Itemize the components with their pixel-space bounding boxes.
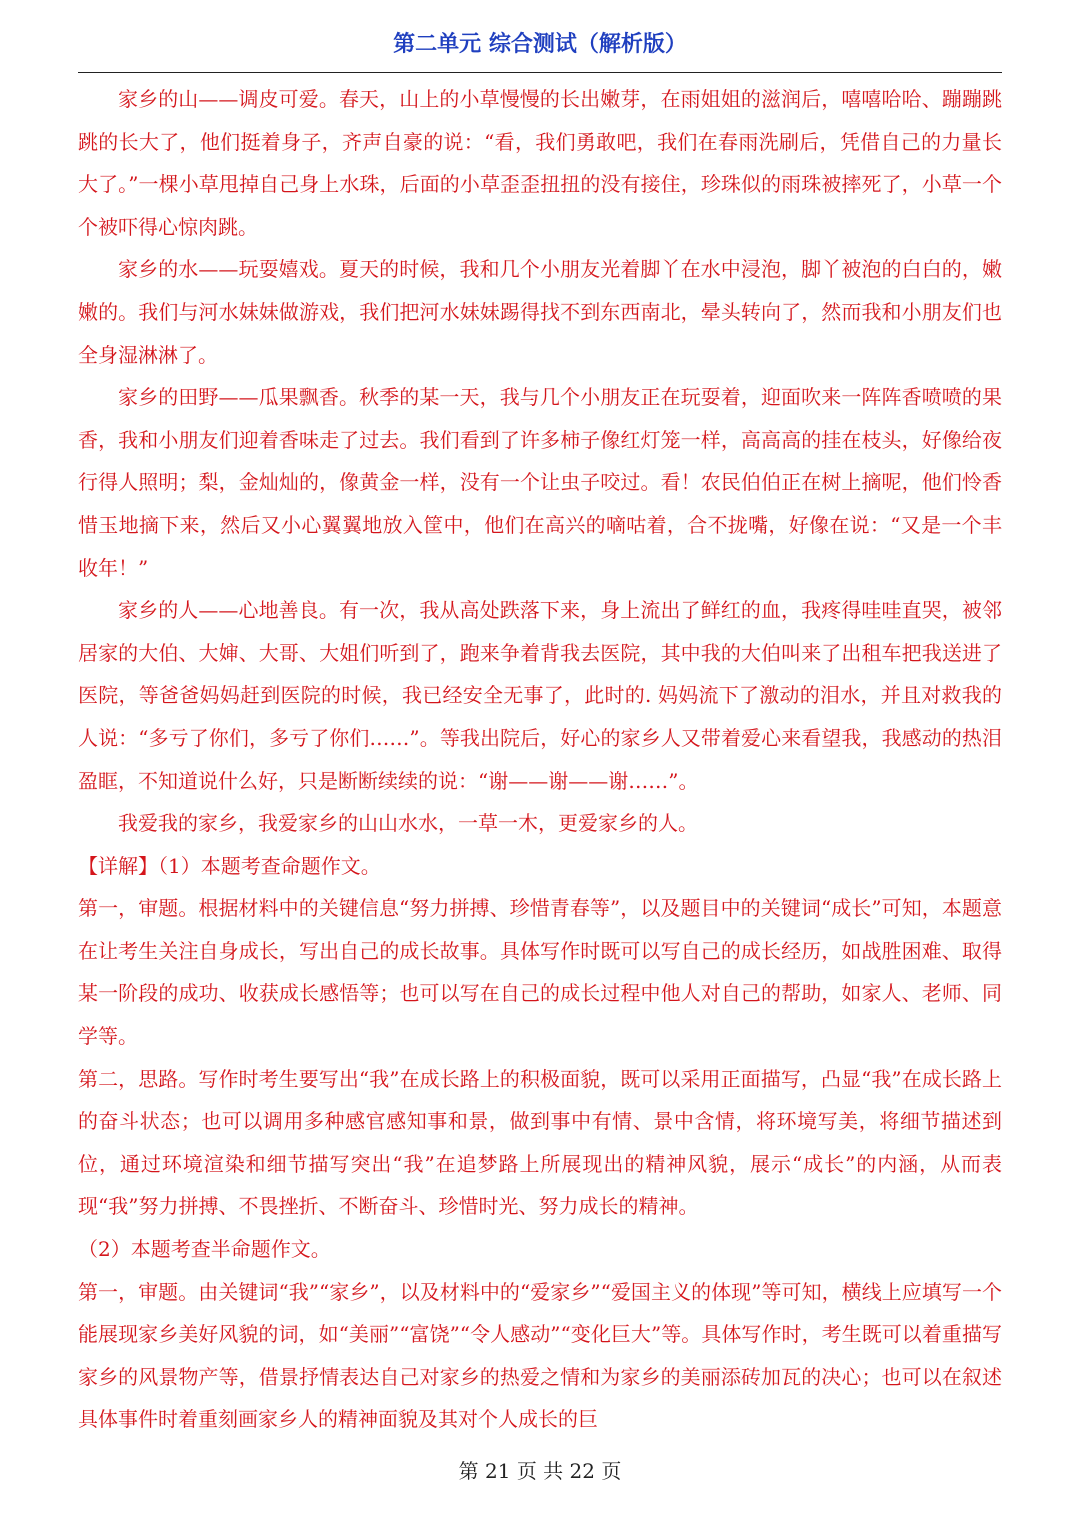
document-body — [78, 78, 1002, 1441]
essay-paragraph-people: 家乡的人——心地善良。有一次，我从高处跌落下来，身上流出了鲜红的血，我疼得哇哇直哭，被邻居家的大伯、大婶、大哥、大姐们听到了，跑来争着背我去医院，其中我的大伯叫来了出租车把我送进了医院，等爸爸妈妈赶到医院的时候，我已经安全无事了，此时的. 妈妈流下了激动的泪水，并且对救我的人说：“多亏了你们，多亏了你们……”。等我出院后，好心的家乡人又带着爱心来看望我，我感动的热泪盈眶，不知道说什么好，只是断断续续的说：“谢——谢——谢……”。 — [78, 598, 1002, 793]
analysis-part2-intro: （2）本题考查半命题作文。 — [78, 1237, 331, 1262]
page-number: 第 21 页 共 22 页 — [458, 1459, 622, 1483]
page-header-title: 第二单元 综合测试（解析版） — [393, 32, 687, 57]
essay-paragraph-fields: 家乡的田野——瓜果飘香。秋季的某一天，我与几个小朋友正在玩耍着，迎面吹来一阵阵香喷喷的果香，我和小朋友们迎着香味走了过去。我们看到了许多柿子像红灯笼一样，高高高的挂在枝头，好像给夜行得人照明；梨，金灿灿的，像黄金一样，没有一个让虫子咬过。看！农民伯伯正在树上摘呢，他们怜香惜玉地摘下来，然后又小心翼翼地放入筐中，他们在高兴的嘀咕着，合不拢嘴，好像在说：“又是一个丰收年！” — [78, 385, 1002, 580]
analysis-part1-step1: 第一，审题。根据材料中的关键信息“努力拼搏、珍惜青春等”，以及题目中的关键词“成长”可知，本题意在让考生关注自身成长，写出自己的成长故事。具体写作时既可以写自己的成长经历，如战胜困难、取得某一阶段的成功、收获成长感悟等；也可以写在自己的成长过程中他人对自己的帮助，如家人、老师、同学等。 — [78, 896, 1002, 1049]
essay-paragraph-mountains: 家乡的山——调皮可爱。春天，山上的小草慢慢的长出嫩芽，在雨姐姐的滋润后，嘻嘻哈哈、蹦蹦跳跳的长大了，他们挺着身子，齐声自豪的说：“看，我们勇敢吧，我们在春雨洗刷后，凭借自己的力量长大了。”一棵小草甩掉自己身上水珠，后面的小草歪歪扭扭的没有接住，珍珠似的雨珠被摔死了，小草一个个被吓得心惊肉跳。 — [78, 87, 1002, 239]
analysis-intro: 【详解】（1）本题考查命题作文。 — [78, 853, 381, 878]
analysis-part2-step1: 第一，审题。由关键词“我”“家乡”，以及材料中的“爱家乡”“爱国主义的体现”等可知，横线上应填写一个能展现家乡美好风貌的词，如“美丽”“富饶”“令人感动”“变化巨大”等。具体写作时，考生既可以着重描写家乡的风景物产等，借景抒情表达自己对家乡的热爱之情和为家乡的美丽添砖加瓦的决心；也可以在叙述具体事件时着重刻画家乡人的精神面貌及其对个人成长的巨 — [78, 1279, 1002, 1432]
header-divider — [78, 72, 1002, 73]
analysis-part1-step2: 第二，思路。写作时考生要写出“我”在成长路上的积极面貌，既可以采用正面描写，凸显“我”在成长路上的奋斗状态；也可以调用多种感官感知事和景，做到事中有情、景中含情，将环境写美，将细节描述到位，通过环境渲染和细节描写突出“我”在追梦路上所展现出的精神风貌，展示“成长”的内涵，从而表现“我”努力拼搏、不畏挫折、不断奋斗、珍惜时光、努力成长的精神。 — [78, 1066, 1002, 1219]
essay-paragraph-water: 家乡的水——玩耍嬉戏。夏天的时候，我和几个小朋友光着脚丫在水中浸泡，脚丫被泡的白白的，嫩嫩的。我们与河水妹妹做游戏，我们把河水妹妹踢得找不到东西南北，晕头转向了，然而我和小朋友们也全身湿淋淋了。 — [78, 257, 1002, 367]
essay-paragraph-conclusion: 我爱我的家乡，我爱家乡的山山水水，一草一木，更爱家乡的人。 — [118, 811, 698, 836]
